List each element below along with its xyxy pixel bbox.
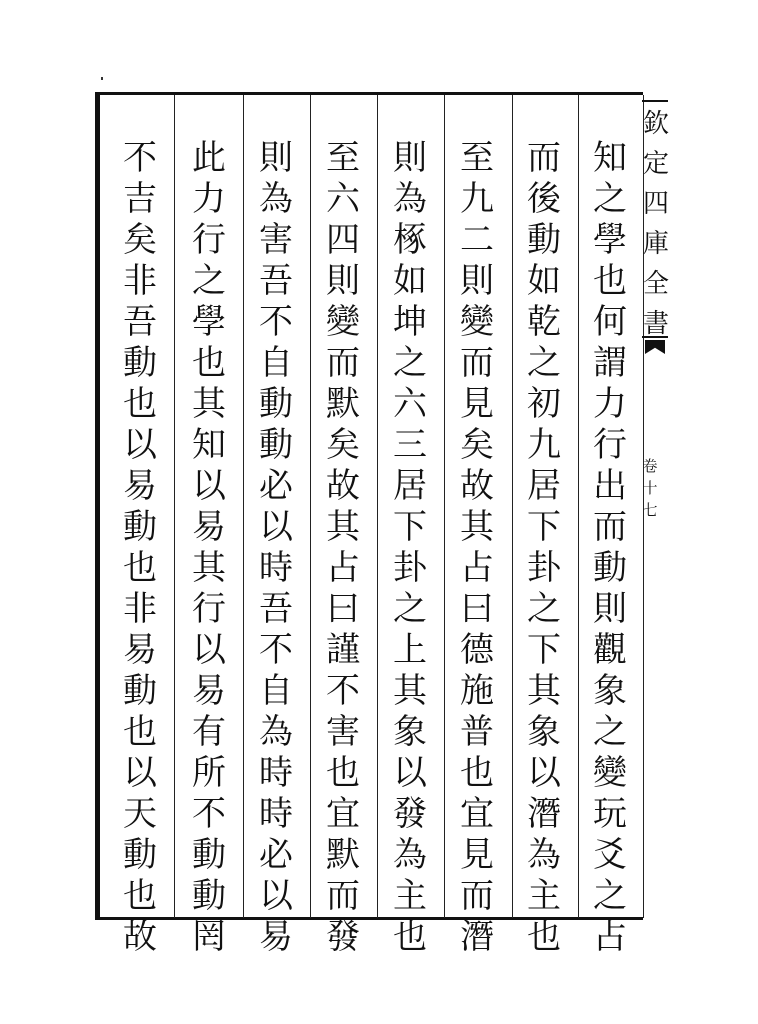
text-glyph: 也 <box>123 876 157 916</box>
text-glyph: 自 <box>259 343 293 383</box>
text-glyph: 吾 <box>259 589 293 629</box>
column-rule <box>578 95 579 918</box>
text-glyph: 也 <box>123 548 157 588</box>
text-glyph: 其 <box>192 548 226 588</box>
fish-tail-mark <box>645 340 665 354</box>
text-glyph: 主 <box>393 876 427 916</box>
text-glyph: 默 <box>326 835 360 875</box>
text-glyph: 占 <box>460 548 494 588</box>
text-glyph: 動 <box>259 425 293 465</box>
text-glyph: 卦 <box>393 548 427 588</box>
text-glyph: 吉 <box>123 179 157 219</box>
text-glyph: 如 <box>527 261 561 301</box>
text-glyph: 天 <box>123 794 157 834</box>
text-glyph: 動 <box>593 548 627 588</box>
text-glyph: 而 <box>326 876 360 916</box>
text-glyph: 其 <box>527 671 561 711</box>
text-glyph: 易 <box>123 466 157 506</box>
text-glyph: 象 <box>593 671 627 711</box>
text-glyph: 矣 <box>123 220 157 260</box>
text-glyph: 也 <box>527 917 561 957</box>
text-glyph: 玩 <box>593 794 627 834</box>
text-glyph: 所 <box>192 753 226 793</box>
text-glyph: 則 <box>593 589 627 629</box>
text-glyph: 九 <box>527 425 561 465</box>
text-glyph: 易 <box>192 671 226 711</box>
text-glyph: 時 <box>259 548 293 588</box>
text-glyph: 不 <box>259 630 293 670</box>
text-column-8 <box>114 138 166 958</box>
text-glyph: 吾 <box>259 261 293 301</box>
text-glyph: 也 <box>123 712 157 752</box>
text-glyph: 其 <box>192 384 226 424</box>
text-glyph: 坤 <box>393 302 427 342</box>
text-glyph: 動 <box>123 835 157 875</box>
text-glyph: 之 <box>593 712 627 752</box>
text-glyph: 卷 <box>642 457 658 475</box>
text-glyph: 為 <box>259 712 293 752</box>
text-glyph: 以 <box>123 425 157 465</box>
text-glyph: 宜 <box>460 794 494 834</box>
text-glyph: 後 <box>527 179 561 219</box>
text-glyph: 也 <box>326 753 360 793</box>
text-glyph: 六 <box>326 179 360 219</box>
text-glyph: 四 <box>643 189 670 219</box>
text-glyph: 不 <box>192 794 226 834</box>
text-glyph: 而 <box>460 876 494 916</box>
text-glyph: 知 <box>593 138 627 178</box>
text-glyph: 之 <box>527 343 561 383</box>
text-glyph: 居 <box>393 466 427 506</box>
text-glyph: 普 <box>460 712 494 752</box>
text-glyph: 變 <box>593 753 627 793</box>
text-glyph: 全 <box>643 269 670 299</box>
column-rule <box>174 95 175 918</box>
text-glyph: 時 <box>259 794 293 834</box>
text-glyph: 十 <box>642 479 658 497</box>
text-glyph: 變 <box>326 302 360 342</box>
text-glyph: 默 <box>326 384 360 424</box>
text-glyph: 宜 <box>326 794 360 834</box>
text-glyph: 發 <box>393 794 427 834</box>
text-glyph: 至 <box>326 138 360 178</box>
text-glyph: 施 <box>460 671 494 711</box>
text-glyph: 見 <box>460 835 494 875</box>
text-glyph: 而 <box>326 343 360 383</box>
text-glyph: 矣 <box>460 425 494 465</box>
text-glyph: 其 <box>326 507 360 547</box>
text-glyph: 二 <box>460 220 494 260</box>
text-glyph: 發 <box>326 917 360 957</box>
text-glyph: 矣 <box>326 425 360 465</box>
text-glyph: 德 <box>460 630 494 670</box>
text-glyph: 乾 <box>527 302 561 342</box>
text-glyph: 上 <box>393 630 427 670</box>
text-glyph: 以 <box>192 466 226 506</box>
text-glyph: 以 <box>527 753 561 793</box>
text-glyph: 之 <box>192 261 226 301</box>
text-glyph: 如 <box>393 261 427 301</box>
text-glyph: 則 <box>326 261 360 301</box>
margin-fascicle-label <box>638 455 662 521</box>
text-glyph: 下 <box>527 507 561 547</box>
text-glyph: 不 <box>123 138 157 178</box>
text-glyph: 九 <box>460 179 494 219</box>
text-glyph: 象 <box>527 712 561 752</box>
text-glyph: 其 <box>393 671 427 711</box>
text-column-6 <box>250 138 302 958</box>
text-glyph: 以 <box>259 507 293 547</box>
text-glyph: 見 <box>460 384 494 424</box>
text-column-3 <box>451 138 503 958</box>
text-glyph: 而 <box>460 343 494 383</box>
column-rule <box>444 95 445 918</box>
text-glyph: 之 <box>593 876 627 916</box>
text-glyph: 也 <box>593 261 627 301</box>
text-glyph: 書 <box>643 309 670 339</box>
column-rule <box>512 95 513 918</box>
text-glyph: 易 <box>123 630 157 670</box>
text-glyph: 知 <box>192 425 226 465</box>
text-glyph: 必 <box>259 835 293 875</box>
text-glyph: 以 <box>393 753 427 793</box>
column-rule <box>310 95 311 918</box>
text-glyph: 此 <box>192 138 226 178</box>
text-glyph: 象 <box>393 712 427 752</box>
text-glyph: 必 <box>259 466 293 506</box>
text-glyph: 行 <box>192 589 226 629</box>
text-glyph: 曰 <box>326 589 360 629</box>
text-glyph: 故 <box>123 917 157 957</box>
text-glyph: 不 <box>259 302 293 342</box>
text-glyph: 觀 <box>593 630 627 670</box>
text-glyph: 之 <box>393 343 427 383</box>
text-glyph: 占 <box>593 917 627 957</box>
text-glyph: 也 <box>123 384 157 424</box>
text-glyph: 爻 <box>593 835 627 875</box>
text-glyph: 變 <box>460 302 494 342</box>
text-glyph: 也 <box>393 917 427 957</box>
text-column-5 <box>317 138 369 958</box>
text-glyph: 初 <box>527 384 561 424</box>
text-glyph: 動 <box>527 220 561 260</box>
text-glyph: 下 <box>393 507 427 547</box>
text-glyph: 而 <box>527 138 561 178</box>
text-glyph: 行 <box>192 220 226 260</box>
text-glyph: 易 <box>192 507 226 547</box>
text-glyph: 動 <box>192 835 226 875</box>
text-glyph: 之 <box>393 589 427 629</box>
text-glyph: 謂 <box>593 343 627 383</box>
text-glyph: 至 <box>460 138 494 178</box>
text-glyph: 下 <box>527 630 561 670</box>
text-glyph: 為 <box>259 179 293 219</box>
ink-speck <box>101 77 103 80</box>
text-glyph: 則 <box>460 261 494 301</box>
text-glyph: 動 <box>123 671 157 711</box>
text-column-7 <box>183 138 235 958</box>
text-glyph: 動 <box>259 384 293 424</box>
text-column-2 <box>518 138 570 958</box>
text-glyph: 動 <box>192 876 226 916</box>
text-glyph: 學 <box>192 302 226 342</box>
text-glyph: 潛 <box>460 917 494 957</box>
text-glyph: 害 <box>259 220 293 260</box>
text-glyph: 則 <box>393 138 427 178</box>
text-glyph: 之 <box>593 179 627 219</box>
text-glyph: 三 <box>393 425 427 465</box>
text-column-4 <box>384 138 436 958</box>
text-glyph: 謹 <box>326 630 360 670</box>
text-glyph: 自 <box>259 671 293 711</box>
text-glyph: 非 <box>123 589 157 629</box>
text-glyph: 居 <box>527 466 561 506</box>
text-glyph: 椓 <box>393 220 427 260</box>
text-glyph: 六 <box>393 384 427 424</box>
column-rule <box>243 95 244 918</box>
column-rule <box>377 95 378 918</box>
text-glyph: 定 <box>643 149 670 179</box>
margin-book-title <box>643 104 670 344</box>
text-glyph: 以 <box>259 876 293 916</box>
text-glyph: 為 <box>393 835 427 875</box>
text-glyph: 害 <box>326 712 360 752</box>
text-glyph: 也 <box>460 753 494 793</box>
text-glyph: 欽 <box>643 109 670 139</box>
text-glyph: 吾 <box>123 302 157 342</box>
text-glyph: 而 <box>593 507 627 547</box>
text-glyph: 以 <box>192 630 226 670</box>
text-glyph: 之 <box>527 589 561 629</box>
text-glyph: 故 <box>460 466 494 506</box>
text-glyph: 動 <box>123 343 157 383</box>
text-glyph: 非 <box>123 261 157 301</box>
text-glyph: 何 <box>593 302 627 342</box>
text-glyph: 以 <box>123 753 157 793</box>
text-glyph: 為 <box>393 179 427 219</box>
text-column-1 <box>584 138 636 958</box>
text-glyph: 動 <box>123 507 157 547</box>
text-glyph: 卦 <box>527 548 561 588</box>
text-glyph: 故 <box>326 466 360 506</box>
text-glyph: 其 <box>460 507 494 547</box>
text-glyph: 為 <box>527 835 561 875</box>
text-glyph: 有 <box>192 712 226 752</box>
text-glyph: 潛 <box>527 794 561 834</box>
text-glyph: 行 <box>593 425 627 465</box>
text-glyph: 則 <box>259 138 293 178</box>
text-glyph: 曰 <box>460 589 494 629</box>
text-glyph: 罔 <box>192 917 226 957</box>
text-glyph: 力 <box>192 179 226 219</box>
text-glyph: 時 <box>259 753 293 793</box>
text-glyph: 學 <box>593 220 627 260</box>
text-glyph: 占 <box>326 548 360 588</box>
text-glyph: 庫 <box>643 229 670 259</box>
text-glyph: 也 <box>192 343 226 383</box>
text-glyph: 力 <box>593 384 627 424</box>
text-glyph: 出 <box>593 466 627 506</box>
text-glyph: 不 <box>326 671 360 711</box>
text-glyph: 主 <box>527 876 561 916</box>
text-glyph: 七 <box>642 501 658 519</box>
text-glyph: 易 <box>259 917 293 957</box>
text-glyph: 四 <box>326 220 360 260</box>
